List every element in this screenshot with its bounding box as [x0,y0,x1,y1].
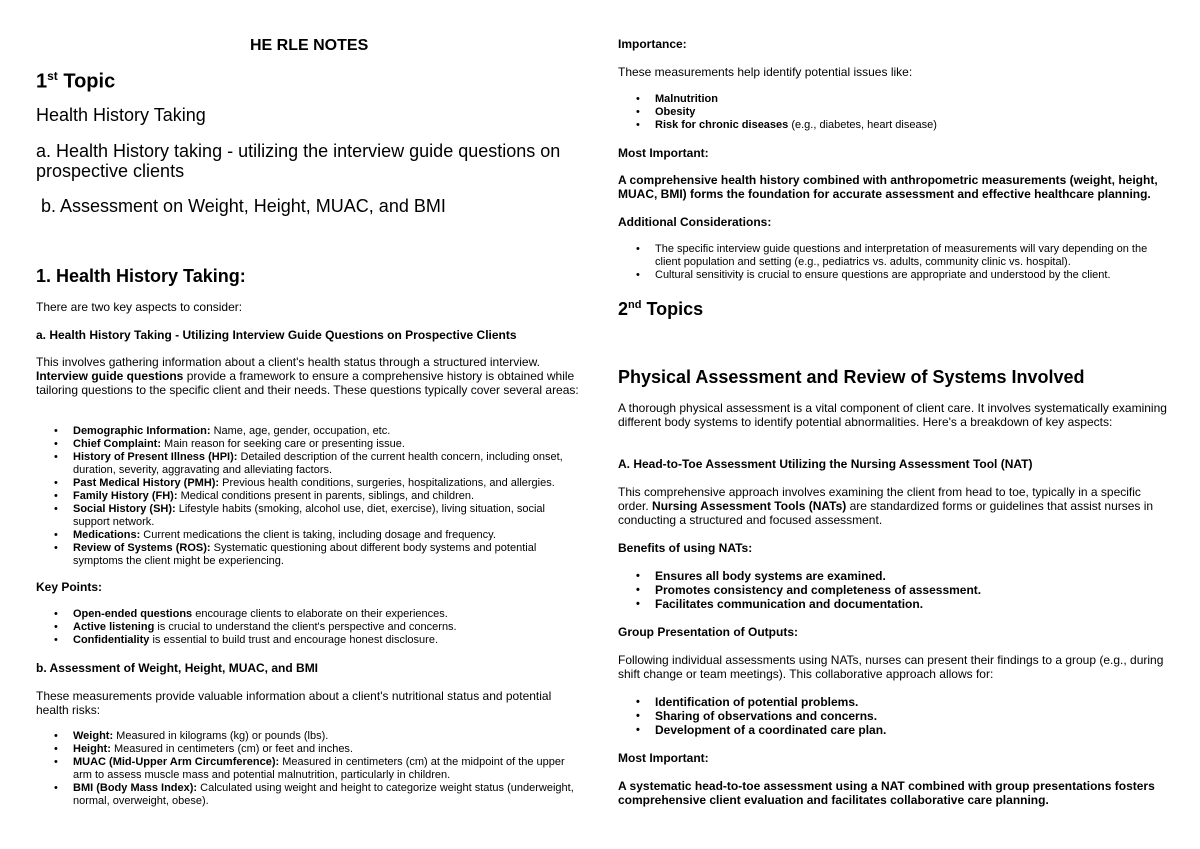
list-item: • Social History (SH): Lifestyle habits (smoking, alcohol use, diet, exercise), living situation, social support network. [73,503,584,529]
head-to-toe-text2: are standardized forms or guidelines that assist nurses in conducting a structured and focused assessment. [618,499,1154,527]
list-item: • Medications: Current medications the client is taking, including dosage and frequency. [73,529,584,542]
issues-list [618,93,1168,132]
most-important-title-2: Most Important: [618,751,709,765]
benefits-list [618,569,1168,611]
list-item: • Ensures all body systems are examined. [655,569,1168,583]
list-item: • Height: Measured in centimeters (cm) or feet and inches. [73,743,584,756]
list-item: • Confidentiality is essential to build trust and encourage honest disclosure. [73,634,584,647]
list-item: • BMI (Body Mass Index): Calculated using weight and height to categorize weight status (underweight, normal, overweight, obese). [73,782,584,808]
topic1-item-b: b. Assessment on Weight, Height, MUAC, and BMI [36,196,446,216]
importance-paragraph: These measurements help identify potential issues like: [618,65,913,79]
list-item: • MUAC (Mid-Upper Arm Circumference): Measured in centimeters (cm) at the midpoint of the upper arm to assess muscle mass and potential malnutrition, particularly in children. [73,756,584,782]
topic1-superscript: st [47,69,58,83]
list-item: • Family History (FH): Medical conditions present in parents, siblings, and children. [73,490,584,503]
topic2-number: 2 [618,299,629,319]
group-presentation-title: Group Presentation of Outputs: [618,625,798,639]
list-item: • Sharing of observations and concerns. [655,709,1168,723]
list-item: • History of Present Illness (HPI): Detailed description of the current health concern, including onset, duration, severity, aggravating and alleviating factors. [73,451,584,477]
subsection-b-paragraph: These measurements provide valuable information about a client's nutritional status and potential health risks: [36,689,552,717]
list-item: • Cultural sensitivity is crucial to ensure questions are appropriate and understood by the client. [655,269,1168,282]
section1-intro: There are two key aspects to consider: [36,300,243,314]
list-item: • Promotes consistency and completeness of assessment. [655,583,1168,597]
list-item: • Obesity [655,106,1168,119]
subsection-a-text2: provide a framework to ensure a comprehensive history is obtained while tailoring questions to the specific client and their needs. These questions typically cover several areas: [36,369,579,397]
key-points-title: Key Points: [36,580,103,594]
document-title: HE RLE NOTES [250,37,369,54]
head-to-toe-title: A. Head-to-Toe Assessment Utilizing the Nursing Assessment Tool (NAT) [618,457,1033,471]
physical-assessment-paragraph: A thorough physical assessment is a vital component of client care. It involves systematically examining different body systems to identify potential abnormalities. Here's a breakdown of key aspects: [618,401,1167,429]
physical-assessment-title: Physical Assessment and Review of Systems Involved [618,367,1085,387]
list-item: • The specific interview guide questions and interpretation of measurements will vary depending on the client population and setting (e.g., pediatrics vs. adults, community clinic vs. hospital). [655,243,1168,269]
list-item: • Risk for chronic diseases (e.g., diabetes, heart disease) [655,119,1168,132]
list-item: • Past Medical History (PMH): Previous health conditions, surgeries, hospitalizations, and allergies. [73,477,584,490]
topic1-heading [36,64,584,94]
topic1-number: 1 [36,70,48,93]
head-to-toe-bold: Nursing Assessment Tools (NATs) [652,499,847,513]
list-item: • Demographic Information: Name, age, gender, occupation, etc. [73,425,584,438]
subsection-a-title: a. Health History Taking - Utilizing Interview Guide Questions on Prospective Clients [36,328,517,342]
list-item: • Development of a coordinated care plan. [655,723,1168,737]
topic2-word: Topics [641,299,704,319]
key-points-list [36,608,584,647]
list-item: • Weight: Measured in kilograms (kg) or pounds (lbs). [73,730,584,743]
topic1-item-a: a. Health History taking - utilizing the interview guide questions on prospective clients [36,141,561,181]
history-areas-list [36,425,584,568]
list-item: • Review of Systems (ROS): Systematic questioning about different body systems and potential symptoms the client might be experiencing. [73,542,584,568]
list-item: • Open-ended questions encourage clients to elaborate on their experiences. [73,608,584,621]
section1-title: 1. Health History Taking: [36,266,246,286]
most-important-paragraph-1: A comprehensive health history combined with anthropometric measurements (weight, height, MUAC, BMI) forms the foundation for accurate assessment and effective healthcare planning. [618,173,1158,201]
head-to-toe-paragraph [618,485,1168,527]
group-outputs-list [618,695,1168,737]
head-to-toe-text1: This comprehensive approach involves examining the client from head to toe, typically in a specific order. [618,485,1141,513]
subsection-a-body [36,355,584,397]
benefits-title: Benefits of using NATs: [618,541,753,555]
list-item: • Active listening is crucial to understand the client's perspective and concerns. [73,621,584,634]
group-presentation-paragraph: Following individual assessments using NATs, nurses can present their findings to a group (e.g., during shift change or team meetings). This collaborative approach allows for: [618,653,1164,681]
topic1-word: Topic [57,70,116,93]
list-item: • Facilitates communication and documentation. [655,597,1168,611]
topic2-heading [618,293,1168,321]
subsection-b-title: b. Assessment of Weight, Height, MUAC, and BMI [36,661,319,675]
most-important-paragraph-2: A systematic head-to-toe assessment using a NAT combined with group presentations fosters comprehensive client evaluation and facilitates collaborative care planning. [618,779,1155,807]
list-item: • Malnutrition [655,93,1168,106]
additional-considerations-title: Additional Considerations: [618,215,772,229]
subsection-a-bold: Interview guide questions [36,369,184,383]
most-important-title-1: Most Important: [618,146,709,160]
list-item: • Chief Complaint: Main reason for seeking care or presenting issue. [73,438,584,451]
topic1-name: Health History Taking [36,105,206,125]
list-item: • Identification of potential problems. [655,695,1168,709]
measurements-list [36,730,584,808]
topic2-superscript: nd [628,299,642,311]
subsection-a-paragraph [36,355,584,397]
importance-title: Importance: [618,37,687,51]
subsection-a-text1: This involves gathering information about a client's health status through a structured interview. [36,355,540,369]
additional-considerations-list [618,243,1168,282]
